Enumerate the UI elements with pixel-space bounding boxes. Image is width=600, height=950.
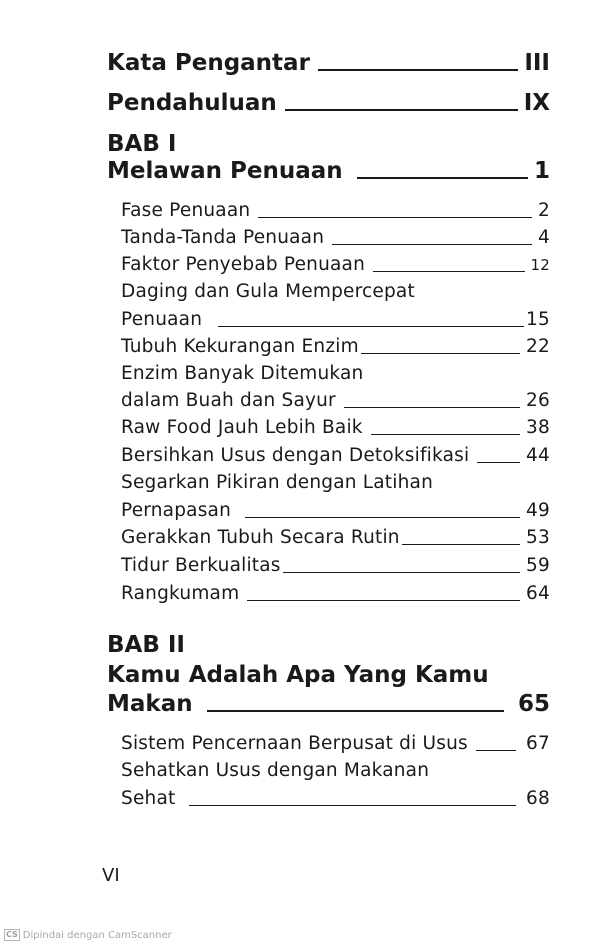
page-number: VI [102,865,120,886]
toc-entry-title: Tanda-Tanda Penuaan [121,227,325,248]
leader-line [283,572,520,573]
toc-entry-title: Pernapasan [121,500,232,521]
chapter-title: Melawan Penuaan [107,158,343,184]
toc-entry [121,198,550,224]
scanner-watermark [4,929,172,941]
toc-entry-title: Faktor Penyebab Penuaan [121,254,366,275]
chapter-label: BAB I [107,131,177,157]
toc-entry-page: III [524,50,550,76]
toc-entry-page: 64 [526,583,550,604]
leader-line [189,805,516,806]
toc-entry-page: 12 [530,256,550,274]
toc-entry-title: Raw Food Jauh Lebih Baik [121,417,363,438]
leader-line [207,710,504,712]
toc-entry-pendahuluan [107,88,550,118]
toc-entry-page: 59 [526,555,550,576]
toc-entry-title: Penuaan [121,309,203,330]
leader-line [476,750,516,751]
toc-entry-title: Tidur Berkualitas [121,555,281,576]
toc-entry-page: IX [523,90,550,116]
leader-line [218,326,524,327]
toc-entry-page: 2 [538,200,550,221]
leader-line [245,517,520,518]
toc-entry-page: 38 [526,417,550,438]
toc-entry [121,581,550,607]
toc-entry-page: 67 [526,733,550,754]
toc-entry-page: 15 [526,309,550,330]
leader-line [357,177,528,179]
toc-entry-title: Gerakkan Tubuh Secara Rutin [121,527,400,548]
toc-entry-title: Pendahuluan [107,90,277,116]
chapter-title-melawan-penuaan [107,156,550,186]
leader-line [402,544,520,545]
toc-entry-line1: Enzim Banyak Ditemukan [121,363,364,384]
toc-entry-title: Sistem Pencernaan Berpusat di Usus [121,733,468,754]
toc-entry-page: 49 [526,500,550,521]
toc-entry-title: Fase Penuaan [121,200,251,221]
toc-entry-page: 53 [526,527,550,548]
toc-entry-page: 44 [526,445,550,466]
toc-entry-line1: Sehatkan Usus dengan Makanan [121,760,430,781]
leader-line [258,217,532,218]
chapter-label: BAB II [107,632,185,658]
toc-entry-kata-pengantar [107,48,550,78]
toc-entry-title: Bersihkan Usus dengan Detoksifikasi [121,445,470,466]
leader-line [344,407,520,408]
toc-entry [121,388,550,414]
chapter-page: 1 [533,158,550,184]
camscanner-icon: CS [6,930,18,939]
leader-line [477,462,520,463]
toc-entry [121,786,550,812]
chapter-page: 65 [517,691,550,717]
leader-line [332,244,532,245]
chapter-title-line1: Kamu Adalah Apa Yang Kamu [107,662,489,688]
toc-entry-page: 68 [526,788,550,809]
leader-line [373,271,524,272]
leader-line [247,600,520,601]
toc-entry [121,252,550,278]
toc-entry [121,553,550,579]
leader-line [361,353,520,354]
toc-entry-title: Rangkumam [121,583,240,604]
watermark-text: Dipindai dengan CamScanner [22,929,172,941]
toc-entry-line1: Segarkan Pikiran dengan Latihan [121,472,433,493]
toc-entry-page: 26 [526,390,550,411]
toc-entry [121,225,550,251]
toc-entry [121,498,550,524]
toc-entry-page: 22 [526,336,550,357]
toc-entry [121,307,550,333]
toc-entry-title: Tubuh Kekurangan Enzim [121,336,359,357]
toc-entry-title: dalam Buah dan Sayur [121,390,336,411]
toc-entry-title: Kata Pengantar [107,50,310,76]
leader-line [318,69,518,71]
toc-entry [121,731,550,757]
toc-entry [121,525,550,551]
chapter-title: Makan [107,691,193,717]
leader-line [285,109,518,111]
toc-entry [121,334,550,360]
toc-entry-title: Sehat [121,788,176,809]
toc-entry-page: 4 [538,227,550,248]
leader-line [371,434,520,435]
toc-entry [121,443,550,469]
toc-entry-line1: Daging dan Gula Mempercepat [121,281,415,302]
chapter-title-kamu-adalah [107,689,550,719]
toc-entry [121,415,550,441]
